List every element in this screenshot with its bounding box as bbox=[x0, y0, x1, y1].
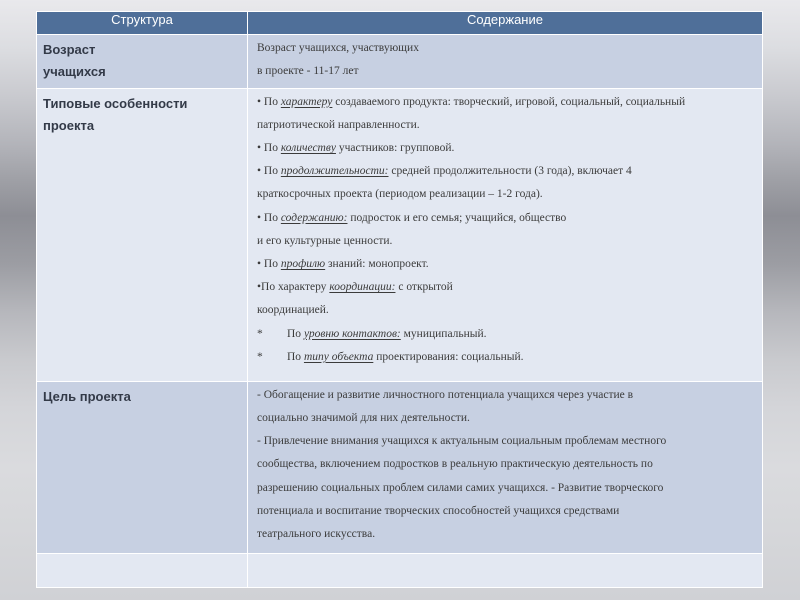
emphasis-text: типу объекта bbox=[303, 350, 374, 363]
cell-structure-goal bbox=[37, 381, 248, 553]
cell-structure-features bbox=[37, 88, 248, 381]
line-text: координацией. bbox=[257, 304, 329, 317]
line-text: • По bbox=[257, 258, 281, 270]
emphasis-text: количеству bbox=[280, 141, 336, 154]
line-text: подросток и его семья; учащийся, общество bbox=[347, 211, 567, 224]
line-text: По bbox=[287, 350, 304, 363]
content-line bbox=[257, 160, 758, 183]
content-line: социально значимой для них деятельности. bbox=[257, 411, 470, 424]
content-line: театрального искусства. bbox=[257, 527, 376, 540]
line-text: краткосрочных проекта (периодом реализации – 1-2 года). bbox=[257, 188, 543, 201]
emphasis-text: координации: bbox=[329, 281, 396, 294]
content-line bbox=[257, 276, 758, 299]
table-row-features bbox=[37, 88, 763, 381]
cell-content-features bbox=[248, 88, 763, 381]
content-line bbox=[257, 114, 758, 137]
content-line bbox=[257, 183, 758, 206]
emphasis-text: продолжительности: bbox=[280, 165, 389, 178]
emphasis-text: профилю bbox=[280, 258, 326, 270]
line-text: муниципальный. bbox=[400, 327, 487, 340]
header-structure: Структура bbox=[37, 12, 248, 35]
content-line bbox=[257, 91, 758, 114]
emphasis-text: характеру bbox=[280, 95, 333, 108]
line-text: и его культурные ценности. bbox=[257, 234, 393, 247]
table-row-goal bbox=[37, 381, 763, 553]
content-line bbox=[257, 137, 758, 160]
table-row-age bbox=[37, 35, 763, 89]
cell-structure-age bbox=[37, 35, 248, 89]
cell-empty-right bbox=[248, 553, 763, 587]
line-text: знаний: монопроект. bbox=[325, 258, 429, 270]
cell-content-goal bbox=[248, 381, 763, 553]
star-bullet: * bbox=[257, 350, 263, 363]
line-text: • По bbox=[257, 211, 281, 224]
line-text: • По bbox=[257, 165, 281, 178]
content-line bbox=[257, 230, 758, 253]
line-text: • По bbox=[257, 141, 281, 154]
content-line: потенциала и воспитание творческих способностей учащихся средствами bbox=[257, 504, 620, 517]
emphasis-text: содержанию: bbox=[280, 211, 348, 224]
line-text: с открытой bbox=[395, 281, 453, 294]
header-content: Содержание bbox=[248, 12, 763, 35]
content-line bbox=[257, 207, 758, 230]
star-list-item bbox=[257, 346, 758, 369]
cell-content-age bbox=[248, 35, 763, 89]
structure-table bbox=[36, 11, 763, 588]
cell-empty-left bbox=[37, 553, 248, 587]
line-text: патриотической направленности. bbox=[257, 118, 420, 131]
content-line: - Привлечение внимания учащихся к актуальным социальным проблемам местного bbox=[257, 435, 667, 448]
line-text: средней продолжительности (3 года), включает 4 bbox=[388, 165, 632, 178]
content-line: в проекте - 11-17 лет bbox=[257, 65, 359, 78]
content-line: Возраст учащихся, участвующих bbox=[257, 42, 419, 54]
star-list-item bbox=[257, 323, 758, 346]
star-bullet: * bbox=[257, 327, 263, 340]
table-header-row bbox=[37, 12, 763, 35]
structure-label-line: Цель проекта bbox=[43, 388, 131, 404]
content-line: разрешению социальных проблем силами самих учащихся. - Развитие творческого bbox=[257, 481, 664, 494]
content-line: - Обогащение и развитие личностного потенциала учащихся через участие в bbox=[257, 388, 634, 401]
line-text: •По характеру bbox=[257, 281, 330, 294]
line-text: По bbox=[287, 327, 304, 340]
emphasis-text: уровню контактов: bbox=[303, 327, 401, 340]
line-text: создаваемого продукта: творческий, игровой, социальный, социальный bbox=[332, 95, 686, 108]
line-text: • По bbox=[257, 95, 281, 108]
structure-label-line: проекта bbox=[43, 117, 95, 133]
line-text: проектирования: социальный. bbox=[373, 350, 524, 363]
structure-label-line: Возраст bbox=[43, 42, 96, 57]
structure-label-line: Типовые особенности bbox=[43, 95, 188, 111]
content-line bbox=[257, 299, 758, 322]
content-line: сообщества, включением подростков в реальную практическую деятельность по bbox=[257, 458, 653, 471]
content-line bbox=[257, 253, 758, 276]
table-row-empty bbox=[37, 553, 763, 587]
structure-label-line: учащихся bbox=[43, 64, 106, 79]
line-text: участников: групповой. bbox=[335, 141, 455, 154]
